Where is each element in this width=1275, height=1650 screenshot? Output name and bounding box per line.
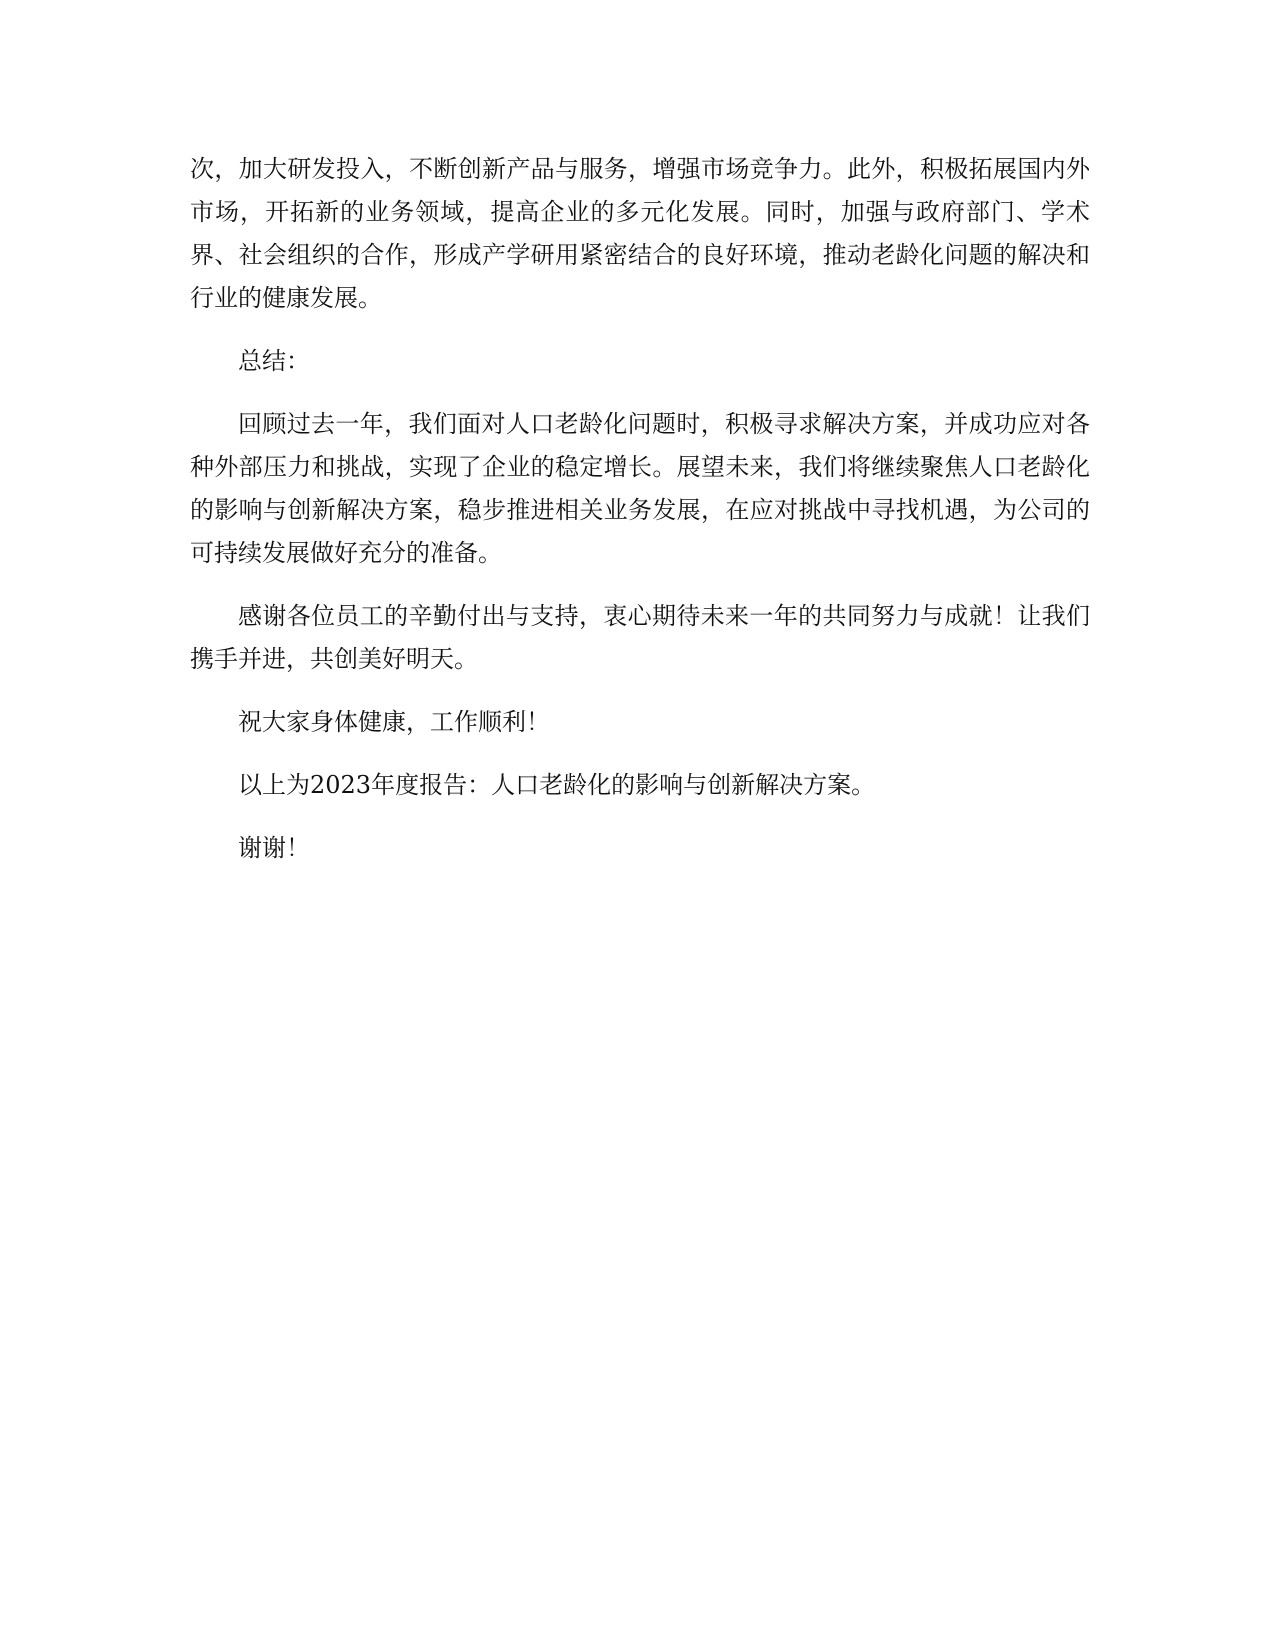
paragraph-wishes: 祝大家身体健康，工作顺利！: [238, 708, 550, 736]
paragraph-continuation: 次，加大研发投入，不断创新产品与服务，增强市场竞争力。此外，积极拓展国内外市场，开拓新的业务领域，提高企业的多元化发展。同时，加强与政府部门、学术界、社会组织的合作，形成产学研用紧密结合的良好环境，推动老龄化问题的解决和行业的健康发展。: [190, 155, 1090, 312]
summary-heading: 总结：: [238, 347, 310, 375]
paragraph-closing: 谢谢！: [238, 834, 310, 862]
paragraph-report-title: 以上为2023年度报告：人口老龄化的影响与创新解决方案。: [238, 771, 876, 799]
paragraph-thanks: 感谢各位员工的辛勤付出与支持，衷心期待未来一年的共同努力与成就！让我们携手并进，共创美好明天。: [190, 602, 1090, 673]
document-body: [190, 148, 1090, 890]
paragraph-review: 回顾过去一年，我们面对人口老龄化问题时，积极寻求解决方案，并成功应对各种外部压力和挑战，实现了企业的稳定增长。展望未来，我们将继续聚焦人口老龄化的影响与创新解决方案，稳步推进相关业务发展，在应对挑战中寻找机遇，为公司的可持续发展做好充分的准备。: [190, 410, 1090, 567]
